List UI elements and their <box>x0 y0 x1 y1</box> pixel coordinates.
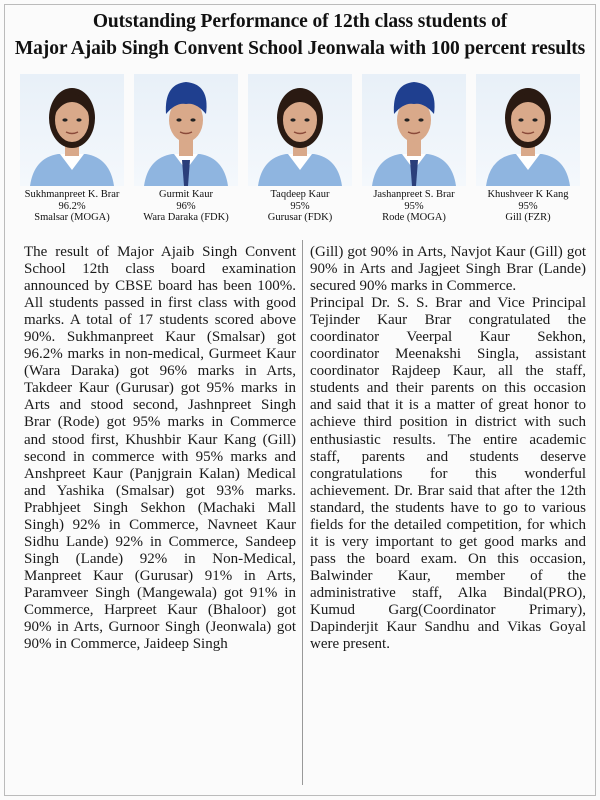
student-card <box>134 74 238 234</box>
headline-line-2: Major Ajaib Singh Convent School Jeonwala with 100 percent results <box>14 38 586 59</box>
student-photo <box>20 74 124 186</box>
student-name: Khushveer K Kang <box>487 189 569 200</box>
student-card <box>476 74 580 234</box>
right-eye <box>76 118 81 121</box>
portrait-illustration <box>362 74 466 186</box>
right-eye <box>418 118 423 121</box>
headline-line-1: Outstanding Performance of 12th class students of <box>92 11 508 32</box>
article-paragraph: The result of Major Ajaib Singh Convent School 12th class board examination announced by CBSE board has been 100%. All students passed in first class with good marks. A total of 17 students scored above 90%. Sukhmanpreet Kaur (Smalsar) got 96.2% marks in non-medical, Gurmeet Kaur (Wara Daraka) got 96% marks in Arts, Takdeer Kaur (Gurusar) got 95% marks in Arts and stood second, Jashnpreet Singh Brar (Rode) got 95% marks in Commerce and stood first, Khushbir Kaur Kang (Gill) second in commerce with 95% marks and Anshpreet Kaur (Panjgrain Kalan) Medical and Yashika (Smalsar) got 93% marks. Prabhjeet Singh Sekhon (Machaki Mall Singh) 92% in Commerce, Navneet Kaur Sidhu Lande) 92% in Commerce, Sandeep Singh (Lande) 92% in Non-Medical, Manpreet Kaur (Gurusar) 91% in Arts, Paramveer Singh (Mangewala) got 91% in Commerce, Harpreet Kaur (Bhaloor) got 90% in Arts, Gurnoor Singh (Jeonwala) got 90% in Commerce, Jaideep Singh <box>24 244 296 653</box>
student-name: Gurmit Kaur <box>159 189 213 200</box>
student-score: 95% <box>290 200 310 212</box>
student-photo-row <box>20 74 580 234</box>
student-place: Smalsar (MOGA) <box>34 212 110 223</box>
student-caption <box>134 189 238 224</box>
student-card <box>248 74 352 234</box>
student-photo <box>476 74 580 186</box>
left-eye <box>62 118 67 121</box>
column-divider <box>302 240 303 785</box>
left-eye <box>290 118 295 121</box>
right-eye <box>304 118 309 121</box>
student-score: 95% <box>518 200 538 212</box>
student-place: Gurusar (FDK) <box>267 212 333 223</box>
student-name: Jashanpreet S. Brar <box>373 189 455 200</box>
left-eye <box>176 118 181 121</box>
student-score: 96.2% <box>58 200 86 212</box>
left-eye <box>518 118 523 121</box>
neck <box>407 140 421 156</box>
student-card <box>20 74 124 234</box>
student-caption <box>362 189 466 224</box>
student-caption <box>248 189 352 224</box>
article-paragraph: Principal Dr. S. S. Brar and Vice Principal Tejinder Kaur Brar congratulated the coordinator Veerpal Kaur Sekhon, coordinator Meenakshi Singla, assistant coordinator Rajdeep Kaur, all the staff, students and their parents on this occasion and said that it is a matter of great honor to achieve third position in district with such enthusiastic results. The entire academic staff, parents and students deserve congratulations for this wonderful achievement. Dr. Brar said that after the 12th standard, the students have to go to various fields for the detailed competition, for which it is very important to get good marks and pass the board exam. On this occasion, Balwinder Kaur, member of the administrative staff, Alka Bindal(PRO), Kumud Garg(Coordinator Primary), Dapinderjit Kaur Sandhu and Vikas Goyal were present. <box>310 295 586 653</box>
article-paragraph: (Gill) got 90% in Arts, Navjot Kaur (Gill) got 90% in Arts and Jagjeet Singh Brar (Lande) secured 90% marks in Commerce. <box>310 244 586 295</box>
portrait-illustration <box>20 74 124 186</box>
student-place: Gill (FZR) <box>505 212 551 223</box>
student-photo <box>362 74 466 186</box>
neck <box>179 140 193 156</box>
student-photo <box>134 74 238 186</box>
student-score: 95% <box>404 200 424 212</box>
portrait-illustration <box>476 74 580 186</box>
portrait-illustration <box>134 74 238 186</box>
headline <box>0 8 600 62</box>
student-name: Sukhmanpreet K. Brar <box>24 189 120 200</box>
portrait-illustration <box>248 74 352 186</box>
student-caption <box>20 189 124 224</box>
student-place: Rode (MOGA) <box>382 212 446 223</box>
student-caption <box>476 189 580 224</box>
left-eye <box>404 118 409 121</box>
student-score: 96% <box>176 200 196 212</box>
student-name: Taqdeep Kaur <box>270 189 330 200</box>
student-photo <box>248 74 352 186</box>
article-column-left <box>24 244 296 653</box>
right-eye <box>532 118 537 121</box>
right-eye <box>190 118 195 121</box>
student-card <box>362 74 466 234</box>
student-place: Wara Daraka (FDK) <box>143 212 229 223</box>
article-column-right <box>310 244 586 653</box>
